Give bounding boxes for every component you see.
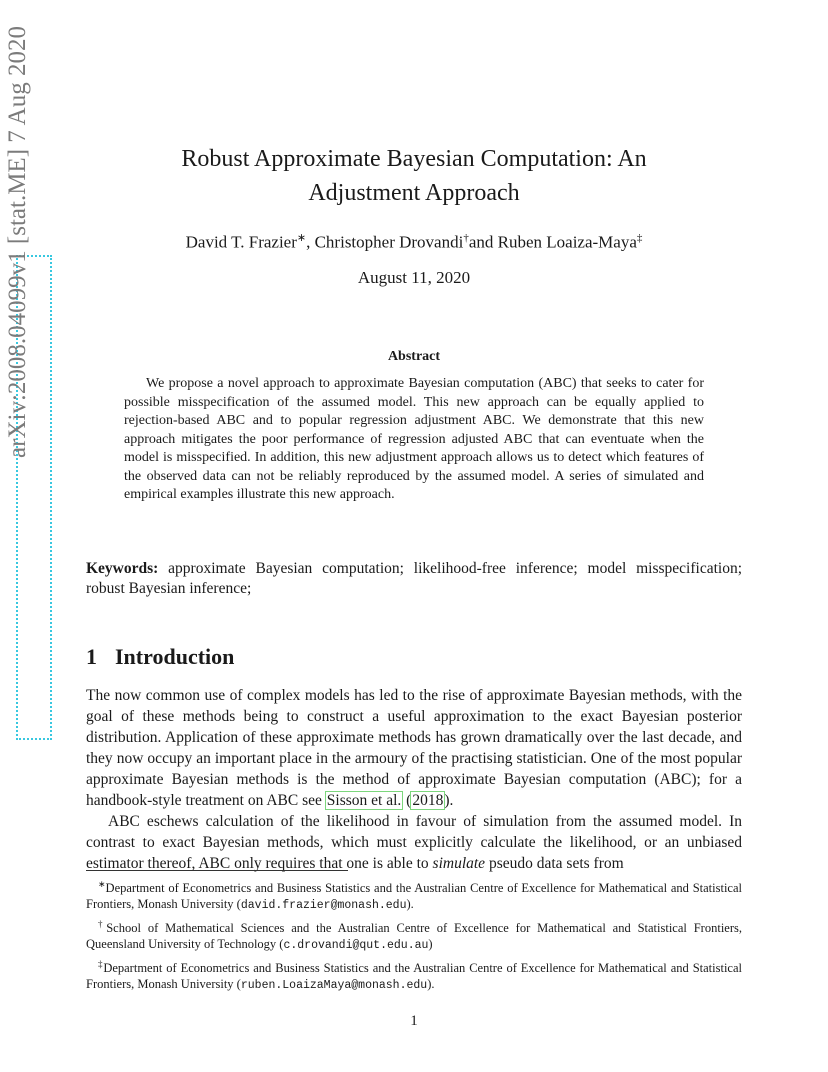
- citation-close: ).: [444, 792, 454, 809]
- paragraph-2-tail: pseudo data sets from: [485, 855, 624, 872]
- footnote-email[interactable]: david.frazier@monash.edu: [240, 899, 407, 913]
- citation-open: (: [402, 792, 412, 809]
- body-text: [86, 685, 742, 874]
- footnote: [86, 876, 742, 914]
- footnote-marker: ∗: [98, 879, 106, 889]
- footnotes: [86, 876, 742, 996]
- keywords-label: Keywords:: [86, 560, 159, 577]
- paragraph-2-text: ABC eschews calculation of the likelihood in favour of simulation from the assumed model. In contrast to exact Bayesian methods, which must explicitly calculate the likelihood, or an unbiased estimator thereof, ABC only requires that one is able to: [86, 813, 742, 872]
- author-loaiza-maya: and Ruben Loaiza-Maya: [468, 232, 637, 252]
- section-number: 1: [86, 644, 97, 669]
- citation-link-year[interactable]: 2018: [412, 792, 444, 809]
- author-frazier: David T. Frazier: [185, 232, 297, 252]
- emphasis-simulate: simulate: [432, 855, 486, 872]
- arxiv-stamp-label[interactable]: arXiv:2008.04099v1 [stat.ME] 7 Aug 2020: [4, 26, 31, 458]
- footnote-text: Department of Econometrics and Business Statistics and the Australian Centre of Excellence for Mathematical and Statistical Frontiers, Monash University (: [86, 881, 742, 912]
- footnote-marker-1[interactable]: ∗: [296, 232, 307, 244]
- footnote: [86, 956, 742, 994]
- footnote-marker: †: [98, 919, 107, 930]
- footnote-text: School of Mathematical Sciences and the Australian Centre of Excellence for Mathematical and Statistical Frontiers, Queensland University of Technology (: [86, 921, 742, 952]
- section-heading: [86, 644, 234, 670]
- footnote-email[interactable]: c.drovandi@qut.edu.au: [283, 939, 429, 953]
- section-title: Introduction: [115, 644, 235, 669]
- footnote-email[interactable]: ruben.LoaizaMaya@monash.edu: [240, 979, 428, 993]
- footnote-close: ): [428, 937, 433, 952]
- paper-title: [100, 142, 728, 210]
- footnote-marker-3[interactable]: ‡: [636, 232, 643, 244]
- title-line-2: Adjustment Approach: [308, 180, 520, 206]
- citation-link-authors[interactable]: Sisson et al.: [326, 792, 402, 809]
- abstract-text: We propose a novel approach to approximate Bayesian computation (ABC) that seeks to cater for possible misspecification of the assumed model. This new approach can be equally applied to rejection-based ABC and to popular regression adjustment ABC. We demonstrate that this new approach mitigates the poor performance of regression adjusted ABC that can eventuate when the model is misspecified. In addition, this new adjustment approach allows us to detect which features of the observed data can not be reliably reproduced by the assumed model. A series of simulated and empirical examples illustrate this new approach.: [124, 376, 704, 502]
- paragraph: [86, 811, 742, 874]
- footnote-marker: ‡: [98, 959, 104, 970]
- paper-date: August 11, 2020: [357, 268, 471, 287]
- footnote-text: Department of Econometrics and Business Statistics and the Australian Centre of Excellence for Mathematical and Statistical Frontiers, Monash University (: [86, 961, 742, 992]
- author-list: [100, 231, 728, 253]
- footnote-close: ).: [427, 977, 435, 992]
- paragraph-1-text: The now common use of complex models has led to the rise of approximate Bayesian methods, with the goal of these methods being to construct a useful approximation to the exact Bayesian posterior distribution. Application of these approximate methods has grown dramatically over the last decade, and they now occupy an important place in the armoury of the practising statistician. One of the most popular approximate Bayesian methods is the method of approximate Bayesian computation (ABC); for a handbook-style treatment on ABC see: [86, 687, 742, 809]
- keywords: [86, 559, 742, 599]
- footnote-close: ).: [406, 897, 414, 912]
- abstract-heading: Abstract: [387, 349, 441, 364]
- keywords-text: approximate Bayesian computation; likelihood-free inference; model misspecification; robust Bayesian inference;: [86, 560, 742, 597]
- page-number: 1: [410, 1013, 418, 1029]
- author-drovandi: , Christopher Drovandi: [306, 232, 464, 252]
- title-line-1: Robust Approximate Bayesian Computation: An: [181, 146, 647, 172]
- footnote-divider: [86, 870, 348, 871]
- paragraph: [86, 685, 742, 811]
- footnote-marker-2[interactable]: †: [463, 232, 469, 244]
- footnote: [86, 916, 742, 954]
